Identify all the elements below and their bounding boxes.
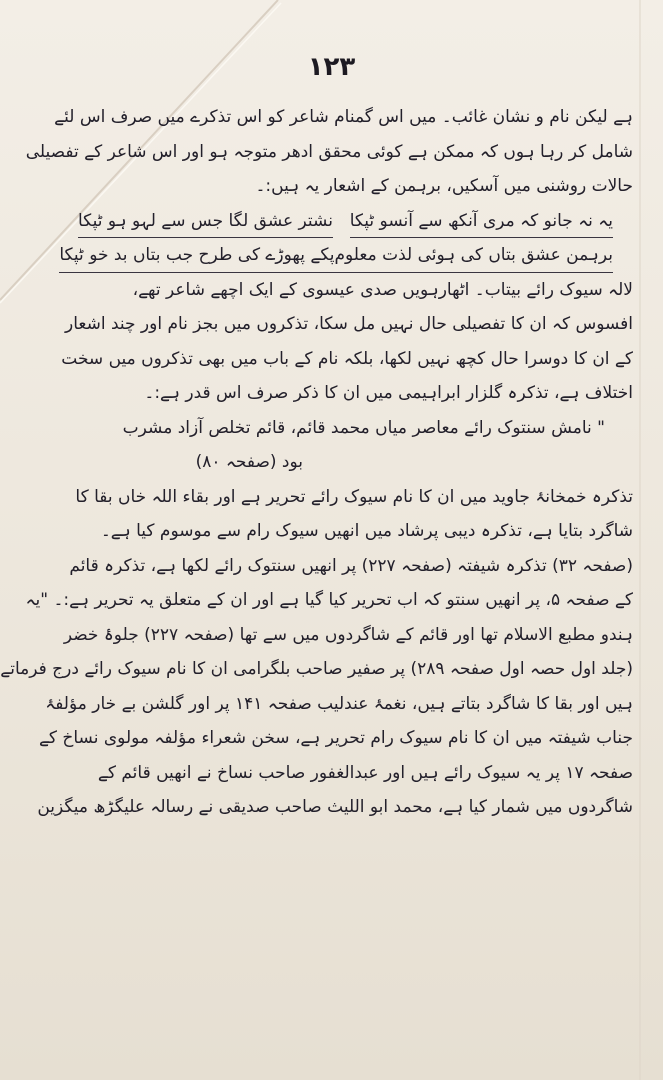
quotation-line: بود (صفحہ ۸۰) — [195, 452, 303, 472]
body-text — [0, 100, 633, 825]
text-line: (صفحہ ۳۲) تذکرہ شیفتہ (صفحہ ۲۲۷) پر انھیں سنتوک رائے لکھا ہے، تذکرہ قائم — [69, 555, 633, 576]
quotation-line: " نامش سنتوک رائے معاصر میاں محمد قائم، قائم تخلص آزاد مشرب — [122, 417, 605, 438]
text-line: افسوس کہ ان کا تفصیلی حال نہیں مل سکا، تذکروں میں بجز نام اور چند اشعار — [64, 314, 633, 334]
text-line: کے صفحہ ۵، پر انھیں سنتو کہ اب تحریر کیا گیا ہے اور ان کے متعلق یہ تحریر ہے:۔ "یہ — [25, 590, 633, 610]
couplet — [58, 204, 633, 239]
text-line: شاگردوں میں شمار کیا ہے، محمد ابو اللیث صاحب صدیقی نے رسالہ علیگڑھ میگزین — [37, 797, 633, 817]
text-line: شامل کر رہا ہوں کہ ممکن ہے کوئی محقق ادھر متوجہ ہو اور اس شاعر کے تفصیلی — [25, 141, 633, 162]
text-line: شاگرد بتایا ہے، تذکرہ دیبی پرشاد میں انھیں سیوک رام سے موسوم کیا ہے۔ — [100, 521, 633, 541]
couplet — [58, 238, 633, 273]
text-line: کے ان کا دوسرا حال کچھ نہیں لکھا، بلکہ نام کے باب میں بھی تذکروں میں سخت — [61, 348, 633, 369]
page-number: ۱۲۳ — [307, 52, 356, 82]
text-line: صفحہ ۱۷ پر یہ سیوک رائے ہیں اور عبدالغفور صاحب نساخ نے انھیں قائم کے — [97, 762, 633, 783]
text-line: (جلد اول حصہ اول صفحہ ۲۸۹) پر صفیر صاحب بلگرامی ان کا نام سیوک رائے درج فرماتے — [0, 659, 633, 679]
text-line: ہندو مطبع الاسلام تھا اور قائم کے شاگردوں میں سے تھا (صفحہ ۲۲۷) جلوۂ خضر — [63, 624, 633, 645]
text-line: حالات روشنی میں آسکیں، برہمن کے اشعار یہ ہیں:۔ — [255, 176, 633, 196]
couplet-second-hemistich: نشتر عشق لگا جس سے لہو ہو ٹپکا — [78, 204, 333, 239]
text-line: تذکرہ خمخانۂ جاوید میں ان کا نام سیوک رائے تحریر ہے اور بقاء اللہ خاں بقا کا — [75, 486, 633, 507]
couplet-first-hemistich: یہ نہ جانو کہ مری آنکھ سے آنسو ٹپکا — [350, 204, 613, 239]
couplet-second-hemistich: پکے پھوڑے کی طرح جب بتاں بد خو ٹپکا — [59, 238, 334, 273]
couplet-first-hemistich: برہمن عشق بتاں کی ہوئی لذت معلوم — [334, 238, 613, 273]
text-line: اختلاف ہے، تذکرہ گلزار ابراہیمی میں ان کا ذکر صرف اس قدر ہے:۔ — [144, 383, 633, 403]
text-line: ہے لیکن نام و نشان غائب۔ میں اس گمنام شاعر کو اس تذکرے میں صرف اس لئے — [54, 107, 633, 127]
text-line: لالہ سیوک رائے بیتاب۔ اٹھارہویں صدی عیسوی کے ایک اچھے شاعر تھے، — [132, 279, 633, 300]
text-line: جناب شیفتہ میں ان کا نام سیوک رام تحریر ہے، سخن شعراء مؤلفہ مولوی نساخ کے — [38, 728, 633, 748]
text-line: ہیں اور بقا کا شاگرد بتاتے ہیں، نغمۂ عندلیب صفحہ ۱۴۱ پر اور گلشن بے خار مؤلفۂ — [45, 693, 633, 714]
